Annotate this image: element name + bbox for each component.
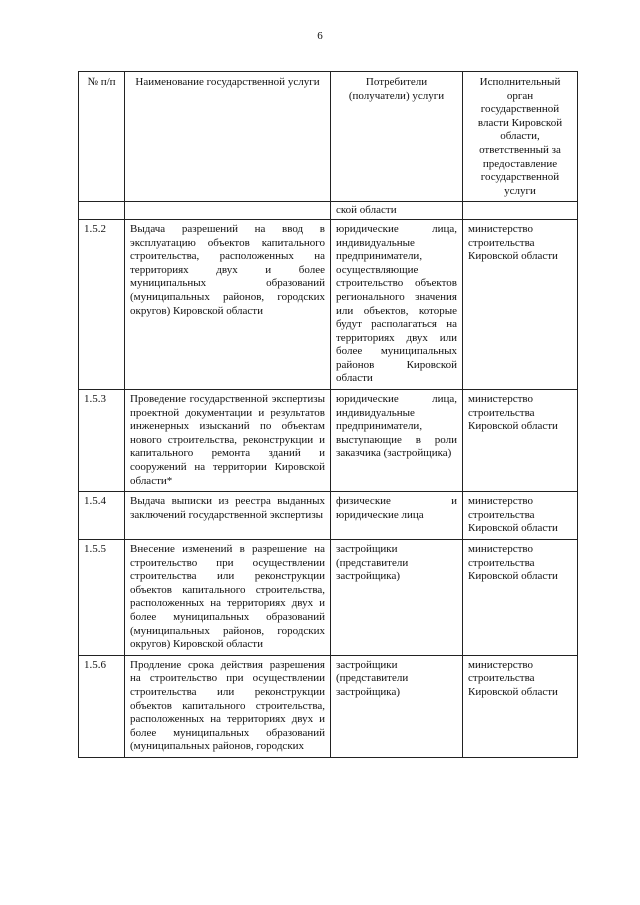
cell-consumers: застройщики (представители застройщика) (331, 655, 463, 757)
cell-authority: министерство строительства Кировской области (463, 492, 578, 540)
cell-number: 1.5.6 (79, 655, 125, 757)
cell-authority: министерство строительства Кировской области (463, 540, 578, 656)
cell-authority: министерство строительства Кировской области (463, 219, 578, 389)
cell-consumers: юридические лица, индивидуальные предприниматели, осуществляющие строительство объектов регионального значения или объектов, которые будут располагаться на территориях двух или более муниципальных районов Кировской области (331, 219, 463, 389)
cell-service-name: Продление срока действия разрешения на строительство при осуществлении строительства или реконструкции объектов капитального строительства, расположенных на территориях двух и более муниципальных образований (муниципальных районов, городских (125, 655, 331, 757)
table-row (79, 655, 578, 757)
cell-service-name (125, 202, 331, 220)
cell-service-name: Выдача разрешений на ввод в эксплуатацию объектов капитального строительства, расположенных на территориях двух и более муниципальных образований (муниципальных районов, городских округов) Кировской области (125, 219, 331, 389)
page-number: 6 (317, 30, 323, 42)
table-row (79, 219, 578, 389)
cell-authority (463, 202, 578, 220)
table-row (79, 492, 578, 540)
header-consumers: Потребители (получатели) услуги (331, 72, 463, 202)
table-row (79, 390, 578, 492)
cell-authority: министерство строительства Кировской области (463, 655, 578, 757)
header-service-name: Наименование государственной услуги (125, 72, 331, 202)
cell-authority: министерство строительства Кировской области (463, 390, 578, 492)
header-number: № п/п (79, 72, 125, 202)
header-authority: Исполнительный орган государственной власти Кировской области, ответственный за предоставление государственной услуги (463, 72, 578, 202)
cell-service-name: Проведение государственной экспертизы проектной документации и результатов инженерных изысканий по объектам нового строительства, реконструкции и капитального ремонта зданий и сооружений на территории Кировской области* (125, 390, 331, 492)
cell-consumers: застройщики (представители застройщика) (331, 540, 463, 656)
cell-service-name: Внесение изменений в разрешение на строительство при осуществлении строительства или реконструкции объектов капитального строительства, расположенных на территориях двух и более муниципальных образований (муниципальных районов, городских округов) Кировской области (125, 540, 331, 656)
cell-number: 1.5.4 (79, 492, 125, 540)
table-row (79, 540, 578, 656)
cell-number (79, 202, 125, 220)
cell-consumers: физические и юридические лица (331, 492, 463, 540)
cell-consumers: юридические лица, индивидуальные предприниматели, выступающие в роли заказчика (застройщика) (331, 390, 463, 492)
cell-number: 1.5.2 (79, 219, 125, 389)
cell-service-name: Выдача выписки из реестра выданных заключений государственной экспертизы (125, 492, 331, 540)
services-table (78, 71, 578, 758)
cell-number: 1.5.3 (79, 390, 125, 492)
cell-consumers: ской области (331, 202, 463, 220)
cell-number: 1.5.5 (79, 540, 125, 656)
table-header-row (79, 72, 578, 202)
table-row-continuation (79, 202, 578, 220)
